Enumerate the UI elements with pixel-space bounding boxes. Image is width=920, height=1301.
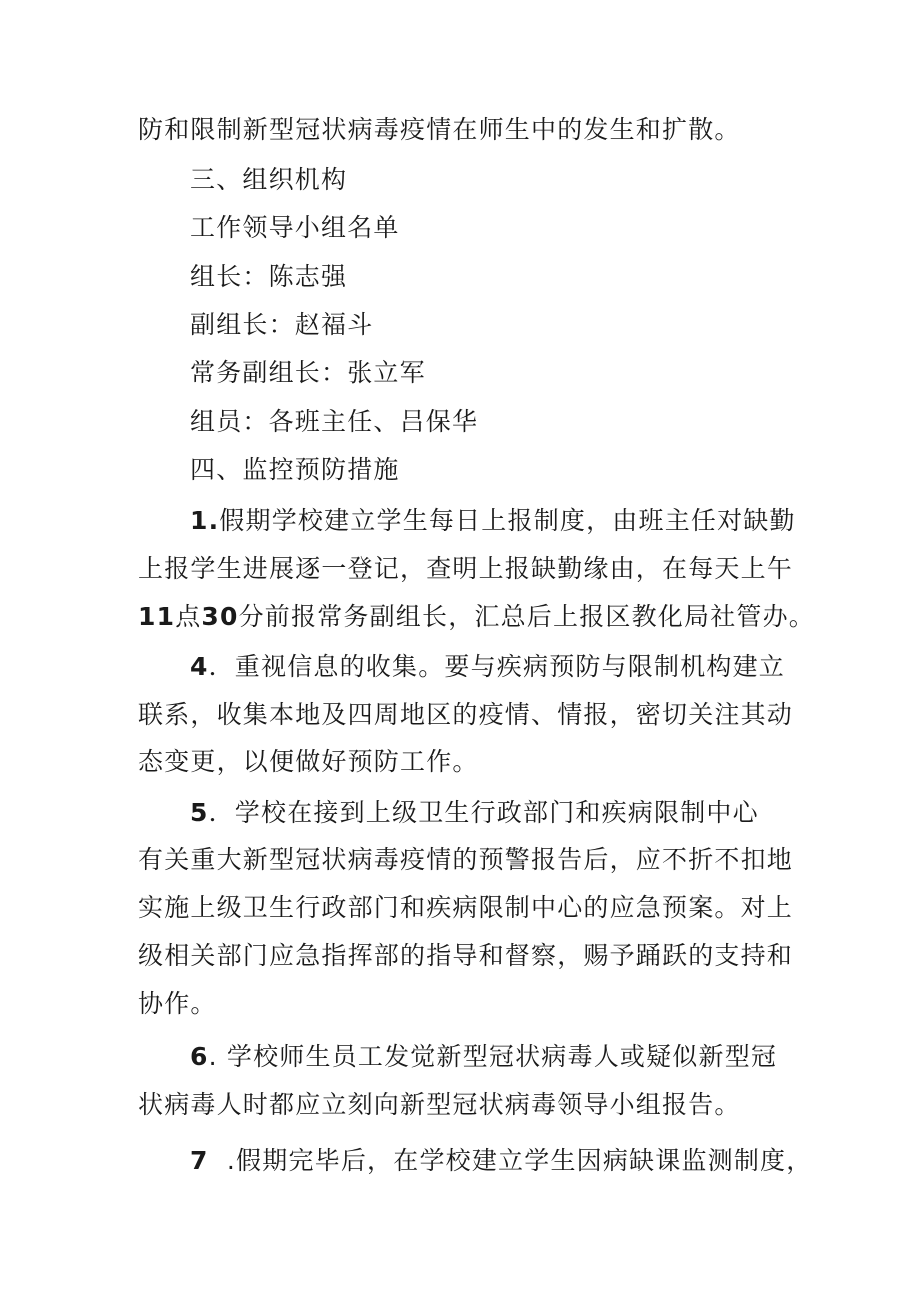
paragraph-line: 1.假期学校建立学生每日上报制度，由班主任对缺勤 xyxy=(190,506,796,535)
list-item: 组员：各班主任、吕保华 xyxy=(190,407,479,436)
section-heading: 四、监控预防措施 xyxy=(190,455,400,484)
paragraph-line: 上报学生进展逐一登记，查明上报缺勤缘由，在每天上午 xyxy=(138,554,794,583)
paragraph-line: 7 .假期完毕后，在学校建立学生因病缺课监测制度， xyxy=(190,1146,813,1175)
paragraph-line: 态变更，以便做好预防工作。 xyxy=(138,747,479,776)
paragraph-line: 有关重大新型冠状病毒疫情的预警报告后，应不折不扣地 xyxy=(138,845,794,874)
paragraph-line: 实施上级卫生行政部门和疾病限制中心的应急预案。对上 xyxy=(138,893,794,922)
list-item: 常务副组长：张立军 xyxy=(190,358,426,387)
paragraph-line: 级相关部门应急指挥部的指导和督察，赐予踊跃的支持和 xyxy=(138,941,794,970)
paragraph-line: 防和限制新型冠状病毒疫情在师生中的发生和扩散。 xyxy=(138,115,741,144)
item-number: 6 xyxy=(190,1042,209,1071)
list-title: 工作领导小组名单 xyxy=(190,213,400,242)
item-number: 7 xyxy=(190,1146,209,1175)
item-number: 1. xyxy=(190,506,220,535)
list-item: 组长：陈志强 xyxy=(190,262,348,291)
item-number: 5 xyxy=(190,798,209,827)
number-text: 30 xyxy=(201,602,239,631)
paragraph-line: 11点30分前报常务副组长，汇总后上报区教化局社管办。 xyxy=(138,602,816,631)
list-item: 副组长：赵福斗 xyxy=(190,310,374,339)
item-number: 4 xyxy=(190,652,209,681)
number-text: 11 xyxy=(138,602,176,631)
paragraph-line: 5．学校在接到上级卫生行政部门和疾病限制中心 xyxy=(190,798,759,827)
paragraph-line: 4．重视信息的收集。要与疾病预防与限制机构建立 xyxy=(190,652,786,681)
paragraph-line: 协作。 xyxy=(138,989,217,1018)
paragraph-line: 联系，收集本地及四周地区的疫情、情报，密切关注其动 xyxy=(138,700,794,729)
paragraph-line: 状病毒人时都应立刻向新型冠状病毒领导小组报告。 xyxy=(138,1090,741,1119)
paragraph-line: 6. 学校师生员工发觉新型冠状病毒人或疑似新型冠 xyxy=(190,1042,778,1071)
section-heading: 三、组织机构 xyxy=(190,165,348,194)
